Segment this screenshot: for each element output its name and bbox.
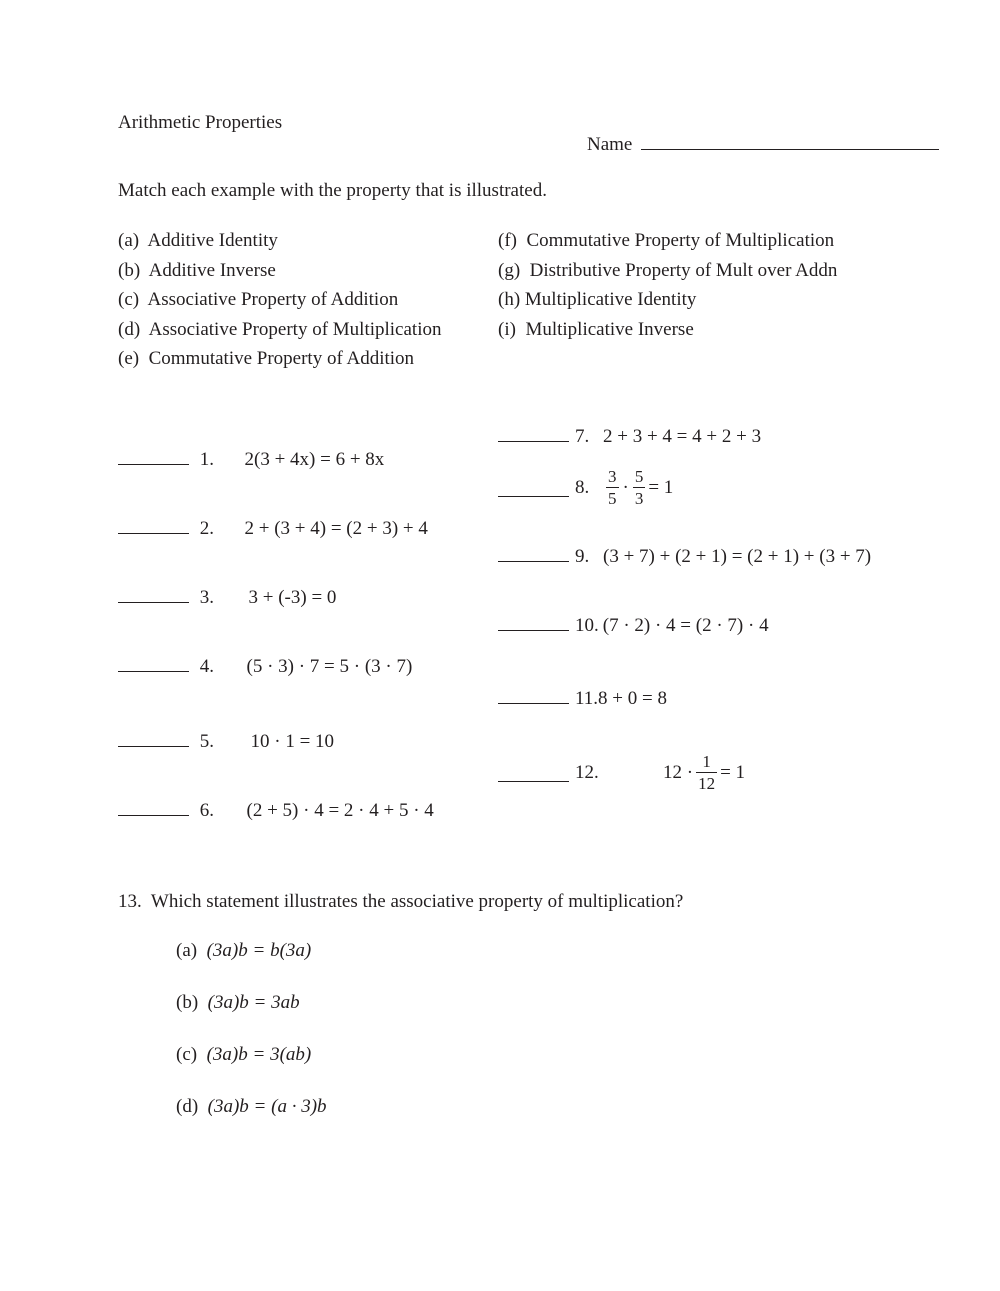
problem-10: 10. (7 · 2) · 4 = (2 · 7) · 4 (498, 612, 769, 637)
property-item: (e) Commutative Property of Addition (118, 348, 415, 369)
property-item: (d) Associative Property of Multiplication (118, 318, 442, 340)
problem-5: 5. 10 · 1 = 10 (118, 728, 334, 753)
problem-9: 9. (3 + 7) + (2 + 1) = (2 + 1) + (3 + 7) (498, 543, 871, 568)
name-field[interactable] (587, 134, 939, 156)
worksheet-title: Arithmetic Properties (118, 112, 283, 133)
problem-11: 11.8 + 0 = 8 (498, 685, 667, 710)
property-item: (c) Associative Property of Addition (118, 289, 399, 310)
problem-1: 1. 2(3 + 4x) = 6 + 8x (118, 446, 384, 471)
property-item: (a) Additive Identity (118, 230, 278, 251)
problem-7: 7. 2 + 3 + 4 = 4 + 2 + 3 (498, 423, 761, 448)
option-c[interactable]: (c) (3a)b = 3(ab) (176, 1044, 312, 1065)
answer-blank[interactable] (118, 515, 189, 534)
answer-blank[interactable] (118, 446, 189, 465)
property-list-right (498, 226, 837, 344)
problem-8: 8. $\frac{3}{5}$ · $\frac{5}{3}$ = 1 (498, 468, 673, 507)
answer-blank[interactable] (498, 763, 569, 782)
name-label: Name (587, 134, 633, 155)
property-item: (i) Multiplicative Inverse (498, 318, 694, 340)
option-a[interactable]: (a) (3a)b = b(3a) (176, 940, 312, 961)
question-13: 13. Which statement illustrates the associative property of multiplication? (118, 891, 684, 912)
property-item: (b) Additive Inverse (118, 259, 276, 281)
answer-blank[interactable] (498, 423, 569, 442)
answer-blank[interactable] (118, 584, 189, 603)
answer-blank[interactable] (498, 685, 569, 704)
problem-6: 6. (2 + 5) · 4 = 2 · 4 + 5 · 4 (118, 797, 434, 822)
instructions: Match each example with the property that is illustrated. (118, 180, 547, 201)
problem-4: 4. (5 · 3) · 7 = 5 · (3 · 7) (118, 653, 412, 678)
option-d[interactable]: (d) (3a)b = (a · 3)b (176, 1096, 327, 1117)
property-list-left (118, 226, 441, 374)
answer-blank[interactable] (498, 612, 569, 631)
answer-blank[interactable] (498, 478, 569, 497)
property-item: (g) Distributive Property of Mult over Addn (498, 259, 838, 281)
fraction: $\frac{1}{12}$ (698, 752, 716, 793)
fraction: $\frac{3}{5}$ (608, 467, 617, 508)
option-b[interactable]: (b) (3a)b = 3ab (176, 992, 300, 1013)
answer-blank[interactable] (498, 543, 569, 562)
problem-3: 3. 3 + (-3) = 0 (118, 584, 336, 609)
answer-blank[interactable] (118, 653, 189, 672)
property-item: (f) Commutative Property of Multiplication (498, 230, 835, 251)
property-item: (h) Multiplicative Identity (498, 289, 697, 310)
fraction: $\frac{5}{3}$ (634, 467, 644, 508)
problem-12: 12. 12 · $\frac{1}{12}$ = 1 (498, 753, 745, 792)
name-line[interactable] (641, 135, 939, 150)
answer-blank[interactable] (118, 728, 189, 747)
problem-2: 2. 2 + (3 + 4) = (2 + 3) + 4 (118, 515, 428, 540)
answer-blank[interactable] (118, 797, 189, 816)
